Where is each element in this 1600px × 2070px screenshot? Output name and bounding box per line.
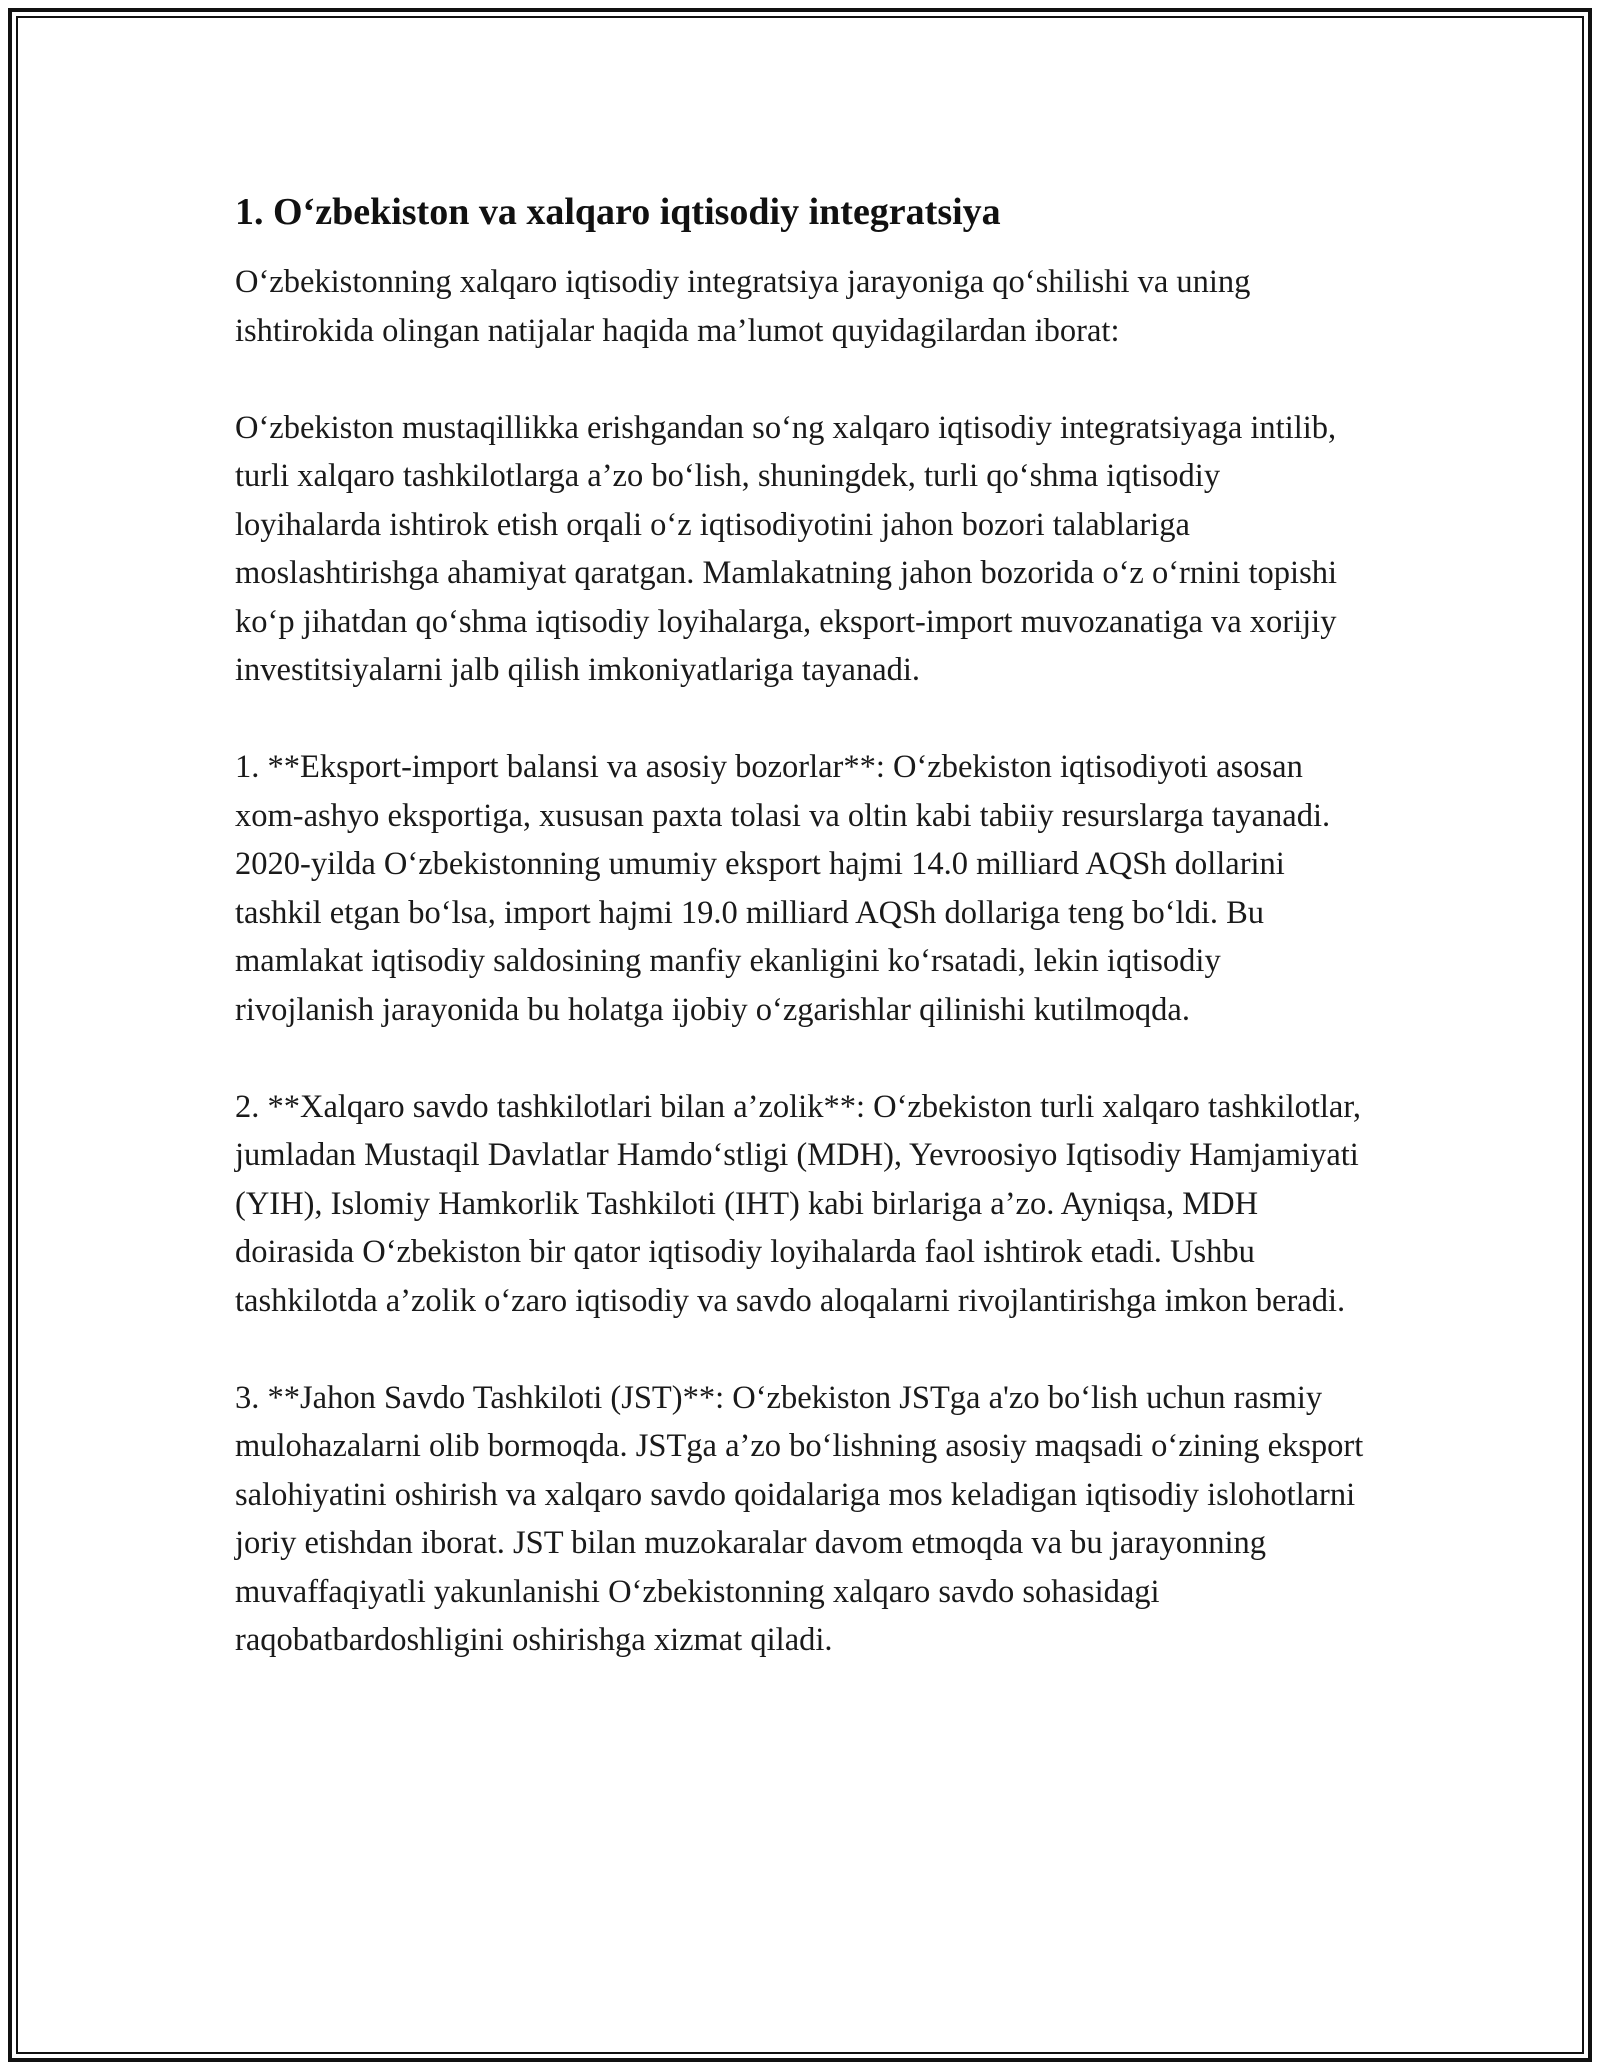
document-body bbox=[235, 188, 1365, 1665]
overview-paragraph: O‘zbekiston mustaqillikka erishgandan so‘ng xalqaro iqtisodiy integratsiyaga intilib, turli xalqaro tashkilotlarga a’zo bo‘lish, shuningdek, turli qo‘shma iqtisodiy loyihalarda ishtirok etish orqali o‘z iqtisodiyotini jahon bozori talablariga moslashtirishga ahamiyat qaratgan. Mamlakatning jahon bozorida o‘z o‘rnini topishi ko‘p jihatdan qo‘shma iqtisodiy loyihalarga, eksport-import muvozanatiga va xorijiy investitsiyalarni jalb qilish imkoniyatlariga tayanadi. bbox=[235, 409, 1338, 688]
document-title: 1. O‘zbekiston va xalqaro iqtisodiy integratsiya bbox=[235, 191, 1001, 233]
trade-organizations-paragraph: 2. **Xalqaro savdo tashkilotlari bilan a’zolik**: O‘zbekiston turli xalqaro tashkilotlar, jumladan Mustaqil Davlatlar Hamdo‘stligi (MDH), Yevroosiyo Iqtisodiy Hamjamiyati (YIH), Islomiy Hamkorlik Tashkiloti (IHT) kabi birlariga a’zo. Ayniqsa, MDH doirasida O‘zbekiston bir qator iqtisodiy loyihalarda faol ishtirok etadi. Ushbu tashkilotda a’zolik o‘zaro iqtisodiy va savdo aloqalarni rivojlantirishga imkon beradi. bbox=[235, 1088, 1361, 1319]
intro-paragraph: O‘zbekistonning xalqaro iqtisodiy integratsiya jarayoniga qo‘shilishi va uning ishtirokida olingan natijalar haqida ma’lumot quyidagilardan iborat: bbox=[235, 264, 1251, 349]
export-import-paragraph: 1. **Eksport-import balansi va asosiy bozorlar**: O‘zbekiston iqtisodiyoti asosan xom-ashyo eksportiga, xususan paxta tolasi va oltin kabi tabiiy resurslarga tayanadi. 2020-yilda O‘zbekistonning umumiy eksport hajmi 14.0 milliard AQSh dollarini tashkil etgan bo‘lsa, import hajmi 19.0 milliard AQSh dollariga teng bo‘ldi. Bu mamlakat iqtisodiy saldosining manfiy ekanligini ko‘rsatadi, lekin iqtisodiy rivojlanish jarayonida bu holatga ijobiy o‘zgarishlar qilinishi kutilmoqda. bbox=[235, 749, 1331, 1028]
wto-paragraph: 3. **Jahon Savdo Tashkiloti (JST)**: O‘zbekiston JSTga a'zo bo‘lish uchun rasmiy mulohazalarni olib bormoqda. JSTga a’zo bo‘lishning asosiy maqsadi o‘zining eksport salohiyatini oshirish va xalqaro savdo qoidalariga mos keladigan iqtisodiy islohotlarni joriy etishdan iborat. JST bilan muzokaralar davom etmoqda va bu jarayonning muvaffaqiyatli yakunlanishi O‘zbekistonning xalqaro savdo sohasidagi raqobatbardoshligini oshirishga xizmat qiladi. bbox=[235, 1379, 1364, 1658]
